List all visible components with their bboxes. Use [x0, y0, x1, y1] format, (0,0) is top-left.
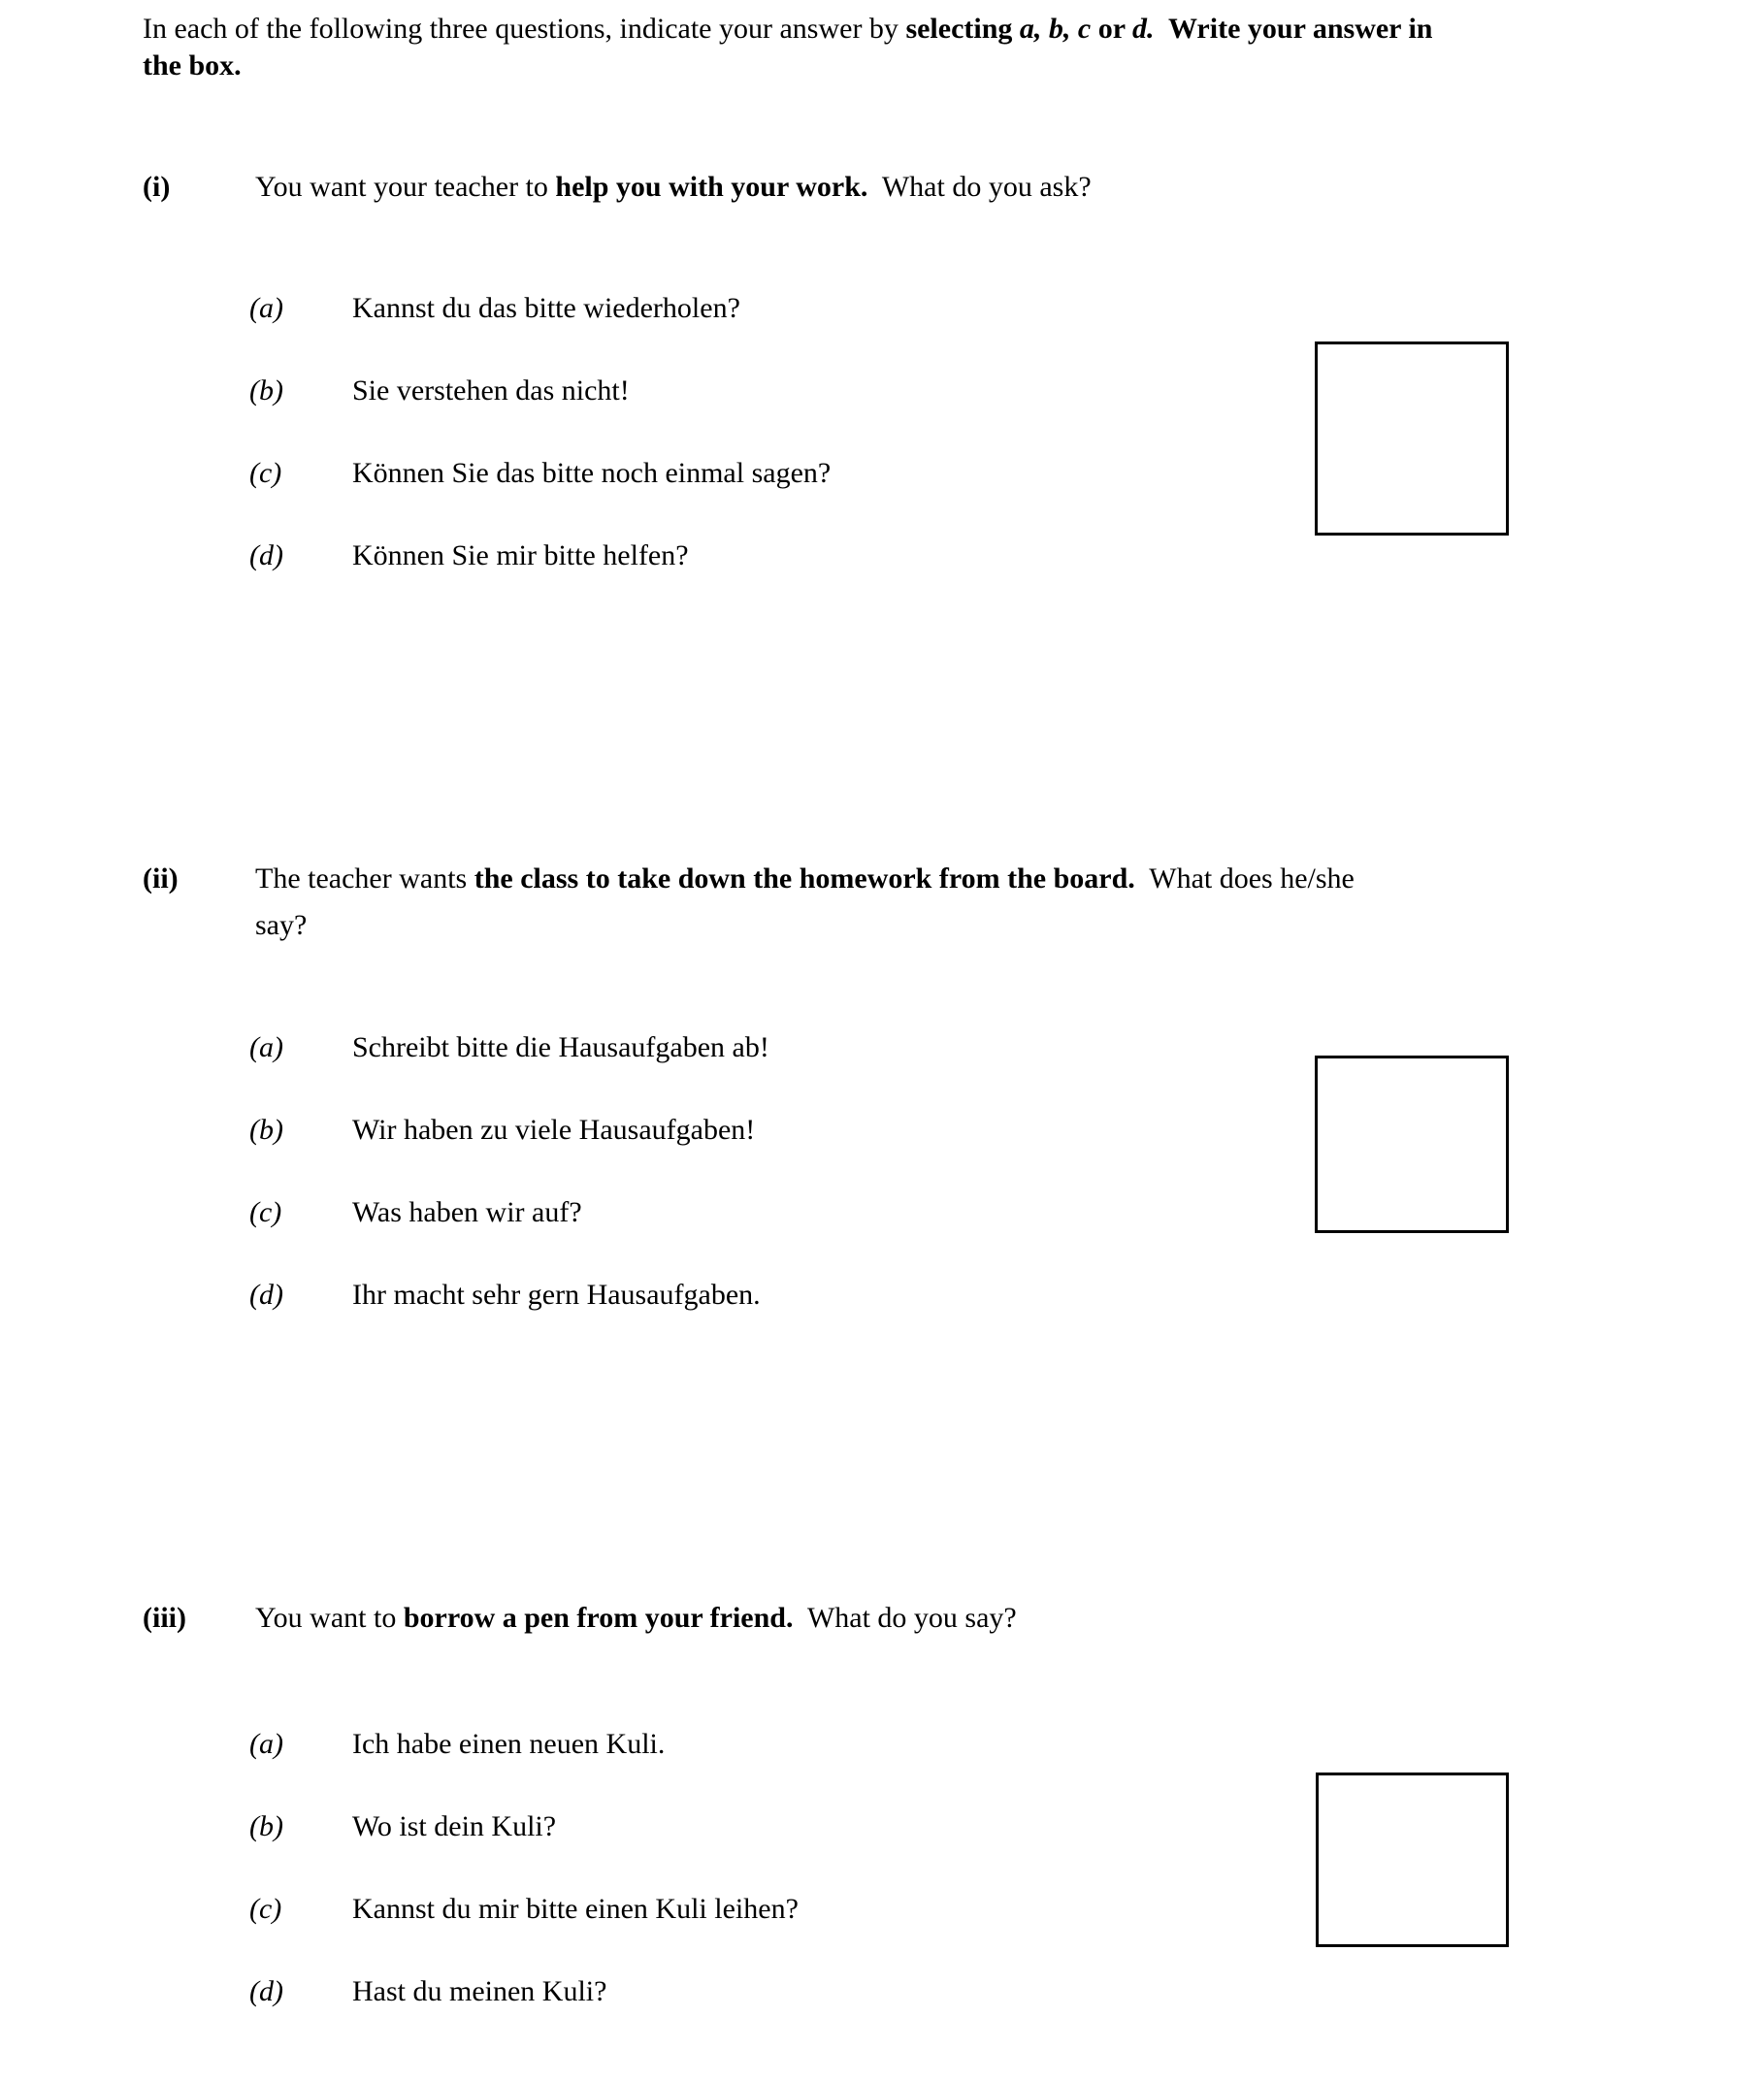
- option-text: Sie verstehen das nicht!: [352, 374, 630, 407]
- question-ii-number: (ii): [143, 862, 179, 895]
- option-letter: (d): [249, 1279, 283, 1311]
- option-row: [249, 537, 831, 575]
- option-letter: (b): [249, 1810, 283, 1842]
- prompt-text: What do you ask?: [867, 171, 1092, 203]
- prompt-bold: borrow a pen from your friend.: [403, 1602, 794, 1634]
- instructions-line2: the box.: [143, 49, 242, 81]
- instructions: [143, 11, 1715, 84]
- prompt-text: You want your teacher to: [255, 171, 556, 203]
- prompt-text: What does he/she: [1134, 862, 1355, 895]
- option-row: [249, 1972, 799, 2011]
- option-text: Können Sie mir bitte helfen?: [352, 539, 689, 571]
- option-text: Hast du meinen Kuli?: [352, 1975, 607, 2007]
- option-text: Ihr macht sehr gern Hausaufgaben.: [352, 1279, 761, 1311]
- option-letter: (b): [249, 374, 283, 407]
- question-iii-prompt: [255, 1595, 1711, 1642]
- prompt-bold: help you with your work.: [555, 171, 868, 203]
- option-letter: (a): [249, 292, 283, 324]
- option-letter: (b): [249, 1114, 283, 1146]
- option-row: [249, 454, 831, 493]
- option-row: [249, 1725, 799, 1764]
- question-i-options: [249, 289, 831, 619]
- option-row: [249, 1890, 799, 1929]
- option-row: [249, 1111, 769, 1150]
- option-letter: (c): [249, 1196, 282, 1228]
- option-text: Ich habe einen neuen Kuli.: [352, 1728, 666, 1760]
- prompt-text: The teacher wants: [255, 862, 474, 895]
- option-row: [249, 1193, 769, 1232]
- answer-box-question-ii[interactable]: [1315, 1056, 1509, 1233]
- instructions-line1: [143, 13, 1432, 45]
- option-row: [249, 372, 831, 410]
- option-row: [249, 1276, 769, 1315]
- option-text: Kannst du mir bitte einen Kuli leihen?: [352, 1893, 799, 1925]
- option-letter: (c): [249, 457, 282, 489]
- instructions-bold-italic: a, b, c: [1019, 13, 1092, 45]
- prompt-text: You want to: [255, 1602, 404, 1634]
- instructions-bold: selecting: [905, 13, 1020, 45]
- question-i-number: (i): [143, 171, 171, 203]
- question-ii-options: [249, 1028, 769, 1358]
- question-iii-options: [249, 1725, 799, 2055]
- option-row: [249, 1028, 769, 1067]
- question-i-prompt: [255, 164, 1711, 211]
- option-text: Wir haben zu viele Hausaufgaben!: [352, 1114, 756, 1146]
- option-text: Schreibt bitte die Hausaufgaben ab!: [352, 1031, 769, 1063]
- instructions-text: In each of the following three questions, indicate your answer by: [143, 13, 906, 45]
- instructions-bold: or: [1091, 13, 1133, 45]
- option-letter: (d): [249, 1975, 283, 2007]
- instructions-bold: Write your answer in: [1154, 13, 1433, 45]
- instructions-bold-italic: d.: [1132, 13, 1155, 45]
- option-text: Was haben wir auf?: [352, 1196, 582, 1228]
- option-letter: (d): [249, 539, 283, 571]
- option-row: [249, 289, 831, 328]
- prompt-line2: say?: [255, 909, 308, 941]
- question-iii-number: (iii): [143, 1602, 186, 1634]
- answer-box-question-iii[interactable]: [1316, 1773, 1509, 1947]
- answer-box-question-i[interactable]: [1315, 342, 1509, 536]
- prompt-text: What do you say?: [793, 1602, 1017, 1634]
- option-text: Kannst du das bitte wiederholen?: [352, 292, 740, 324]
- option-letter: (a): [249, 1031, 283, 1063]
- option-letter: (a): [249, 1728, 283, 1760]
- question-ii-prompt: [255, 856, 1711, 949]
- option-text: Können Sie das bitte noch einmal sagen?: [352, 457, 832, 489]
- option-text: Wo ist dein Kuli?: [352, 1810, 557, 1842]
- option-row: [249, 1807, 799, 1846]
- prompt-bold: the class to take down the homework from the board.: [474, 862, 1135, 895]
- option-letter: (c): [249, 1893, 282, 1925]
